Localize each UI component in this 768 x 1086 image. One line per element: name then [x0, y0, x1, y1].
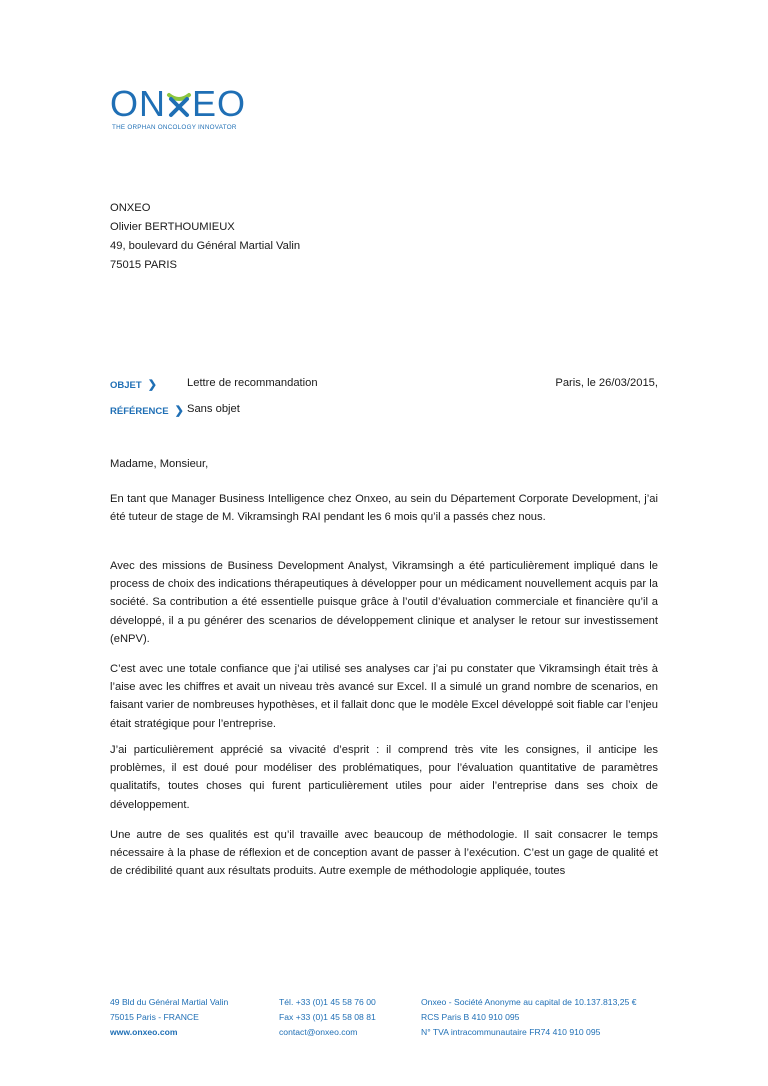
address-company: ONXEO — [110, 202, 151, 214]
chevron-right-icon: ❯ — [147, 379, 157, 391]
address-street: 49, boulevard du Général Martial Valin — [110, 240, 301, 252]
objet-label — [110, 378, 157, 391]
footer-website-link[interactable]: www.onxeo.com — [110, 1027, 178, 1037]
paragraph: C’est avec une totale confiance que j’ai utilisé ses analyses car j’ai pu constater que Vikramsingh était très à l’aise avec les chiffres et avait un niveau très avancé sur Excel. Il a simulé un grand nombre de scenarios, en faisant varier de nombreuses hypothèses, et il fallait donc que le modèle Excel développé soit fiable car l’enjeu était stratégique pour l’entreprise. — [110, 663, 658, 730]
objet-label-text: OBJET — [110, 380, 142, 391]
footer-email-link[interactable]: contact@onxeo.com — [279, 1027, 358, 1037]
footer-phone: Tél. +33 (0)1 45 58 76 00 — [279, 997, 376, 1007]
address-city: 75015 PARIS — [110, 259, 177, 271]
footer-capital: Onxeo - Société Anonyme au capital de 10.137.813,25 € — [421, 997, 637, 1007]
paragraph: Une autre de ses qualités est qu’il travaille avec beaucoup de méthodologie. Il sait consacrer le temps nécessaire à la phase de réflexion et de conception avant de passer à l’exécution. C’est un gage de qualité et de crédibilité quant aux résultats produits. Autre exemple de méthodologie appliquée, toutes — [110, 829, 658, 878]
footer-legal — [421, 995, 636, 1040]
footer-rcs: RCS Paris B 410 910 095 — [421, 1012, 520, 1022]
address-name: Olivier BERTHOUMIEUX — [110, 221, 235, 233]
chevron-right-icon: ❯ — [174, 405, 184, 417]
logo-text-eo: EO — [192, 83, 247, 124]
footer-contact — [279, 995, 376, 1040]
paragraph: En tant que Manager Business Intelligence chez Onxeo, au sein du Département Corporate Development, j’ai été tuteur de stage de M. Vikramsingh RAI pendant les 6 mois qu’il a passés chez nous. — [110, 493, 658, 524]
reference-value: Sans objet — [187, 403, 240, 415]
logo-wordmark — [110, 84, 246, 124]
logo-x-icon — [166, 91, 192, 119]
footer-vat: N° TVA intracommunautaire FR74 410 910 095 — [421, 1027, 601, 1037]
letter-date: Paris, le 26/03/2015, — [555, 377, 658, 389]
logo-text-on: ON — [110, 83, 166, 124]
logo-tagline: THE ORPHAN ONCOLOGY INNOVATOR — [112, 124, 237, 131]
paragraph: J’ai particulièrement apprécié sa vivacité d’esprit : il comprend très vite les consignes, il anticipe les problèmes, il est doué pour modéliser des problématiques, pour l’évaluation quantitative de paramètres qualitatifs, toutes choses qui furent particulièrement utiles pour aider l’entreprise dans ses choix de développement. — [110, 744, 658, 811]
footer-address — [110, 995, 228, 1040]
reference-label — [110, 404, 184, 417]
paragraph: Avec des missions de Business Development Analyst, Vikramsingh a été particulièrement impliqué dans le process de choix des indications thérapeutiques à développer pour un médicament nouvellement acquis par la société. Sa contribution a été essentielle puisque grâce à l’outil d’évaluation commerciale et financière qu’il a développé, il a pu générer des scenarios de développement clinique et analyser le retour sur investissement (eNPV). — [110, 560, 658, 645]
reference-label-text: RÉFÉRENCE — [110, 406, 169, 417]
recipient-address — [110, 199, 300, 275]
salutation: Madame, Monsieur, — [110, 458, 209, 470]
footer-fax: Fax +33 (0)1 45 58 08 81 — [279, 1012, 376, 1022]
company-logo — [110, 84, 260, 134]
footer-city: 75015 Paris - FRANCE — [110, 1012, 199, 1022]
footer-street: 49 Bld du Général Martial Valin — [110, 997, 229, 1007]
objet-value: Lettre de recommandation — [187, 377, 318, 389]
